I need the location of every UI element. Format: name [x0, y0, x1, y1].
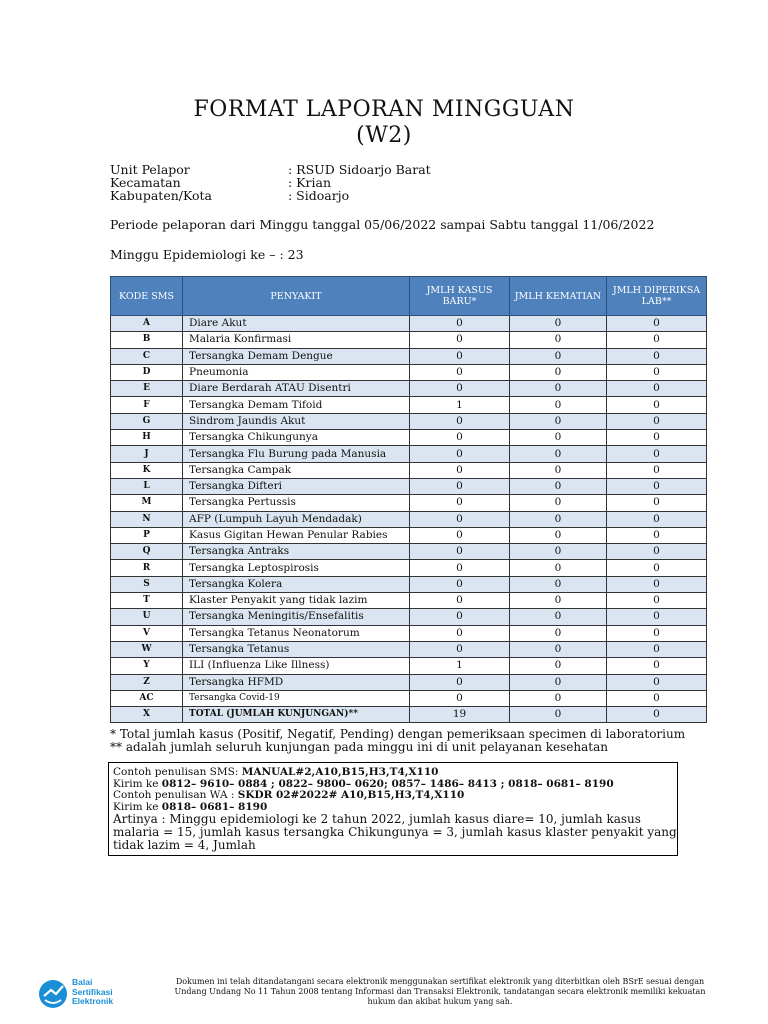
cell-kode: R	[111, 560, 183, 576]
table-row	[111, 576, 707, 592]
cell-diperiksa-lab: 0	[607, 462, 707, 478]
cell-diperiksa-lab: 0	[607, 364, 707, 380]
example-box	[108, 762, 678, 856]
table-row	[111, 495, 707, 511]
cell-kode: D	[111, 364, 183, 380]
cell-kematian: 0	[510, 316, 607, 332]
cell-kasus-baru: 0	[410, 641, 510, 657]
table-body	[111, 316, 707, 723]
table-row	[111, 593, 707, 609]
cell-kasus-baru: 0	[410, 446, 510, 462]
kirim-label: Kirim ke	[113, 800, 162, 813]
footnote-2: ** adalah jumlah seluruh kunjungan pada minggu ini di unit pelayanan kesehatan	[110, 740, 608, 754]
cell-kematian: 0	[510, 446, 607, 462]
cell-diperiksa-lab: 0	[607, 690, 707, 706]
bsre-logo	[36, 976, 146, 1012]
cell-kasus-baru: 0	[410, 430, 510, 446]
cell-penyakit: Tersangka Leptospirosis	[183, 560, 410, 576]
cell-kasus-baru: 19	[410, 707, 510, 723]
cell-penyakit: Tersangka Difteri	[183, 478, 410, 494]
table-row	[111, 364, 707, 380]
cell-kematian: 0	[510, 576, 607, 592]
cell-kematian: 0	[510, 527, 607, 543]
table-row	[111, 544, 707, 560]
info-label: Kabupaten/Kota	[110, 188, 212, 203]
document-title: FORMAT LAPORAN MINGGUAN	[193, 97, 575, 122]
table-row	[111, 478, 707, 494]
sms-example-value: MANUAL#2,A10,B15,H3,T4,X110	[241, 766, 439, 778]
cell-penyakit: ILI (Influenza Like Illness)	[183, 658, 410, 674]
cell-kode: N	[111, 511, 183, 527]
cell-penyakit: Tersangka Campak	[183, 462, 410, 478]
cell-diperiksa-lab: 0	[607, 348, 707, 364]
cell-kematian: 0	[510, 413, 607, 429]
table-row	[111, 674, 707, 690]
footnotes	[110, 728, 685, 754]
cell-kode: Z	[111, 674, 183, 690]
cell-penyakit: Tersangka Demam Tifoid	[183, 397, 410, 413]
header-kode: KODE SMS	[111, 277, 183, 316]
cell-kasus-baru: 0	[410, 413, 510, 429]
info-label: Kecamatan	[110, 175, 181, 190]
cell-penyakit: Tersangka Meningitis/Ensefalitis	[183, 609, 410, 625]
info-value: : Sidoarjo	[288, 188, 350, 203]
cell-kasus-baru: 0	[410, 674, 510, 690]
cell-diperiksa-lab: 0	[607, 593, 707, 609]
cell-kasus-baru: 0	[410, 364, 510, 380]
cell-penyakit: TOTAL (JUMLAH KUNJUNGAN)**	[183, 707, 410, 723]
cell-diperiksa-lab: 0	[607, 316, 707, 332]
cell-diperiksa-lab: 0	[607, 544, 707, 560]
cell-diperiksa-lab: 0	[607, 511, 707, 527]
cell-diperiksa-lab: 0	[607, 332, 707, 348]
cell-penyakit: Tersangka Pertussis	[183, 495, 410, 511]
table-row	[111, 381, 707, 397]
cell-diperiksa-lab: 0	[607, 576, 707, 592]
cell-kematian: 0	[510, 625, 607, 641]
cell-kasus-baru: 0	[410, 495, 510, 511]
cell-kode: B	[111, 332, 183, 348]
cell-diperiksa-lab: 0	[607, 641, 707, 657]
table-row	[111, 527, 707, 543]
cell-diperiksa-lab: 0	[607, 430, 707, 446]
cell-kode: A	[111, 316, 183, 332]
document-subtitle: (W2)	[356, 123, 412, 148]
cell-kasus-baru: 0	[410, 462, 510, 478]
cell-penyakit: Tersangka Covid-19	[183, 690, 410, 706]
table-row	[111, 397, 707, 413]
cell-kasus-baru: 0	[410, 527, 510, 543]
cell-kematian: 0	[510, 348, 607, 364]
cell-kode: Q	[111, 544, 183, 560]
cell-kematian: 0	[510, 641, 607, 657]
table-row	[111, 413, 707, 429]
footer-disclaimer: Dokumen ini telah ditandatangani secara elektronik menggunakan sertifikat elektronik yang diterbitkan oleh BSrE sesuai dengan Undang Undang No 11 Tahun 2008 tentang Informasi dan Transaksi Elektronik, tandatangan secara elektronik memiliki kekuatan hukum dan akibat hukum yang sah.	[174, 977, 706, 1006]
cell-kematian: 0	[510, 690, 607, 706]
cell-kode: X	[111, 707, 183, 723]
cell-kode: H	[111, 430, 183, 446]
table-row	[111, 658, 707, 674]
wa-example-value: SKDR 02#2022# A10,B15,H3,T4,X110	[237, 789, 465, 801]
cell-kasus-baru: 0	[410, 544, 510, 560]
cell-penyakit: Tersangka Antraks	[183, 544, 410, 560]
cell-penyakit: Kasus Gigitan Hewan Penular Rabies	[183, 527, 410, 543]
cell-kasus-baru: 0	[410, 381, 510, 397]
header-kasus-baru: JMLH KASUS BARU*	[410, 277, 510, 316]
logo-line-3: Elektronik	[72, 996, 114, 1006]
table-row	[111, 316, 707, 332]
cell-kode: C	[111, 348, 183, 364]
cell-penyakit: Tersangka Kolera	[183, 576, 410, 592]
logo-line-2: Sertifikasi	[72, 986, 113, 997]
cell-kasus-baru: 0	[410, 316, 510, 332]
cell-kematian: 0	[510, 544, 607, 560]
cell-kematian: 0	[510, 462, 607, 478]
cell-diperiksa-lab: 0	[607, 446, 707, 462]
table-header-row	[111, 277, 707, 316]
cell-penyakit: Tersangka Flu Burung pada Manusia	[183, 446, 410, 462]
cell-kasus-baru: 0	[410, 625, 510, 641]
wa-example-label: Contoh penulisan WA :	[113, 789, 238, 801]
cell-kode: E	[111, 381, 183, 397]
cell-kematian: 0	[510, 397, 607, 413]
cell-penyakit: Diare Berdarah ATAU Disentri	[183, 381, 410, 397]
table-row	[111, 641, 707, 657]
table-row	[111, 707, 707, 723]
cell-kematian: 0	[510, 560, 607, 576]
cell-penyakit: Tersangka Tetanus Neonatorum	[183, 625, 410, 641]
artinya-text: Artinya : Minggu epidemiologi ke 2 tahun 2022, jumlah kasus diare= 10, jumlah kasus malaria = 15, jumlah kasus tersangka Chikungunya = 3, jumlah kasus klaster penyakit yang tidak lazim = 4, Jumlah	[113, 812, 677, 852]
header-kematian: JMLH KEMATIAN	[510, 277, 607, 316]
cell-kematian: 0	[510, 609, 607, 625]
cell-diperiksa-lab: 0	[607, 397, 707, 413]
table-row	[111, 462, 707, 478]
cell-kode: K	[111, 462, 183, 478]
cell-diperiksa-lab: 0	[607, 609, 707, 625]
table-row	[111, 609, 707, 625]
cell-diperiksa-lab: 0	[607, 478, 707, 494]
cell-kematian: 0	[510, 430, 607, 446]
cell-kasus-baru: 0	[410, 332, 510, 348]
cell-penyakit: Tersangka Chikungunya	[183, 430, 410, 446]
cell-diperiksa-lab: 0	[607, 527, 707, 543]
cell-kasus-baru: 0	[410, 690, 510, 706]
cell-kematian: 0	[510, 593, 607, 609]
cell-kasus-baru: 0	[410, 593, 510, 609]
cell-kematian: 0	[510, 478, 607, 494]
cell-kode: G	[111, 413, 183, 429]
cell-penyakit: Tersangka HFMD	[183, 674, 410, 690]
sms-example-label: Contoh penulisan SMS:	[113, 766, 242, 778]
cell-penyakit: Tersangka Demam Dengue	[183, 348, 410, 364]
cell-kasus-baru: 0	[410, 511, 510, 527]
minggu-epidemiologi: Minggu Epidemiologi ke – : 23	[110, 247, 304, 262]
cell-kasus-baru: 0	[410, 560, 510, 576]
cell-kode: F	[111, 397, 183, 413]
cell-kode: P	[111, 527, 183, 543]
table-row	[111, 625, 707, 641]
cell-kematian: 0	[510, 658, 607, 674]
cell-kematian: 0	[510, 364, 607, 380]
header-diperiksa-lab: JMLH DIPERIKSA LAB**	[607, 277, 707, 316]
cell-kode: S	[111, 576, 183, 592]
info-value: : Krian	[288, 175, 331, 190]
bsre-logo-text	[72, 978, 113, 1007]
kirim-label: Kirim ke	[113, 777, 162, 790]
cell-penyakit: Diare Akut	[183, 316, 410, 332]
cell-kode: V	[111, 625, 183, 641]
cell-kematian: 0	[510, 332, 607, 348]
cell-penyakit: Klaster Penyakit yang tidak lazim	[183, 593, 410, 609]
info-value: : RSUD Sidoarjo Barat	[288, 162, 431, 177]
info-kabupaten	[110, 189, 349, 202]
table-row	[111, 690, 707, 706]
cell-kematian: 0	[510, 674, 607, 690]
cell-kode: J	[111, 446, 183, 462]
cell-kasus-baru: 0	[410, 348, 510, 364]
cell-diperiksa-lab: 0	[607, 495, 707, 511]
info-label: Unit Pelapor	[110, 162, 190, 177]
table-row	[111, 446, 707, 462]
table-row	[111, 332, 707, 348]
footnote-1: * Total jumlah kasus (Positif, Negatif, Pending) dengan pemeriksaan specimen di laboratorium	[110, 727, 686, 741]
cell-penyakit: AFP (Lumpuh Layuh Mendadak)	[183, 511, 410, 527]
cell-kasus-baru: 0	[410, 576, 510, 592]
table-row	[111, 430, 707, 446]
table-row	[111, 348, 707, 364]
cell-penyakit: Pneumonia	[183, 364, 410, 380]
cell-diperiksa-lab: 0	[607, 413, 707, 429]
cell-kasus-baru: 0	[410, 478, 510, 494]
table-row	[111, 511, 707, 527]
cell-diperiksa-lab: 0	[607, 707, 707, 723]
cell-penyakit: Tersangka Tetanus	[183, 641, 410, 657]
cell-kematian: 0	[510, 495, 607, 511]
cell-kematian: 0	[510, 381, 607, 397]
table-row	[111, 560, 707, 576]
cell-kode: AC	[111, 690, 183, 706]
periode-text: Periode pelaporan dari Minggu tanggal 05/06/2022 sampai Sabtu tanggal 11/06/2022	[110, 217, 655, 232]
wa-number: 0818– 0681– 8190	[161, 800, 268, 813]
report-table	[110, 276, 707, 723]
logo-line-1: Balai	[72, 977, 93, 987]
cell-kode: L	[111, 478, 183, 494]
cell-diperiksa-lab: 0	[607, 560, 707, 576]
header-penyakit: PENYAKIT	[183, 277, 410, 316]
cell-kode: T	[111, 593, 183, 609]
sms-numbers: 0812– 9610– 0884 ; 0822– 9800– 0620; 0857– 1486– 8413 ; 0818– 0681– 8190	[161, 777, 614, 790]
cell-kode: U	[111, 609, 183, 625]
cell-kode: Y	[111, 658, 183, 674]
cell-kematian: 0	[510, 511, 607, 527]
cell-penyakit: Sindrom Jaundis Akut	[183, 413, 410, 429]
cell-diperiksa-lab: 0	[607, 674, 707, 690]
cell-kode: M	[111, 495, 183, 511]
cell-diperiksa-lab: 0	[607, 625, 707, 641]
cell-diperiksa-lab: 0	[607, 381, 707, 397]
cell-penyakit: Malaria Konfirmasi	[183, 332, 410, 348]
cell-kasus-baru: 0	[410, 609, 510, 625]
cell-kematian: 0	[510, 707, 607, 723]
cell-kode: W	[111, 641, 183, 657]
cell-kasus-baru: 1	[410, 658, 510, 674]
cell-kasus-baru: 1	[410, 397, 510, 413]
cell-diperiksa-lab: 0	[607, 658, 707, 674]
